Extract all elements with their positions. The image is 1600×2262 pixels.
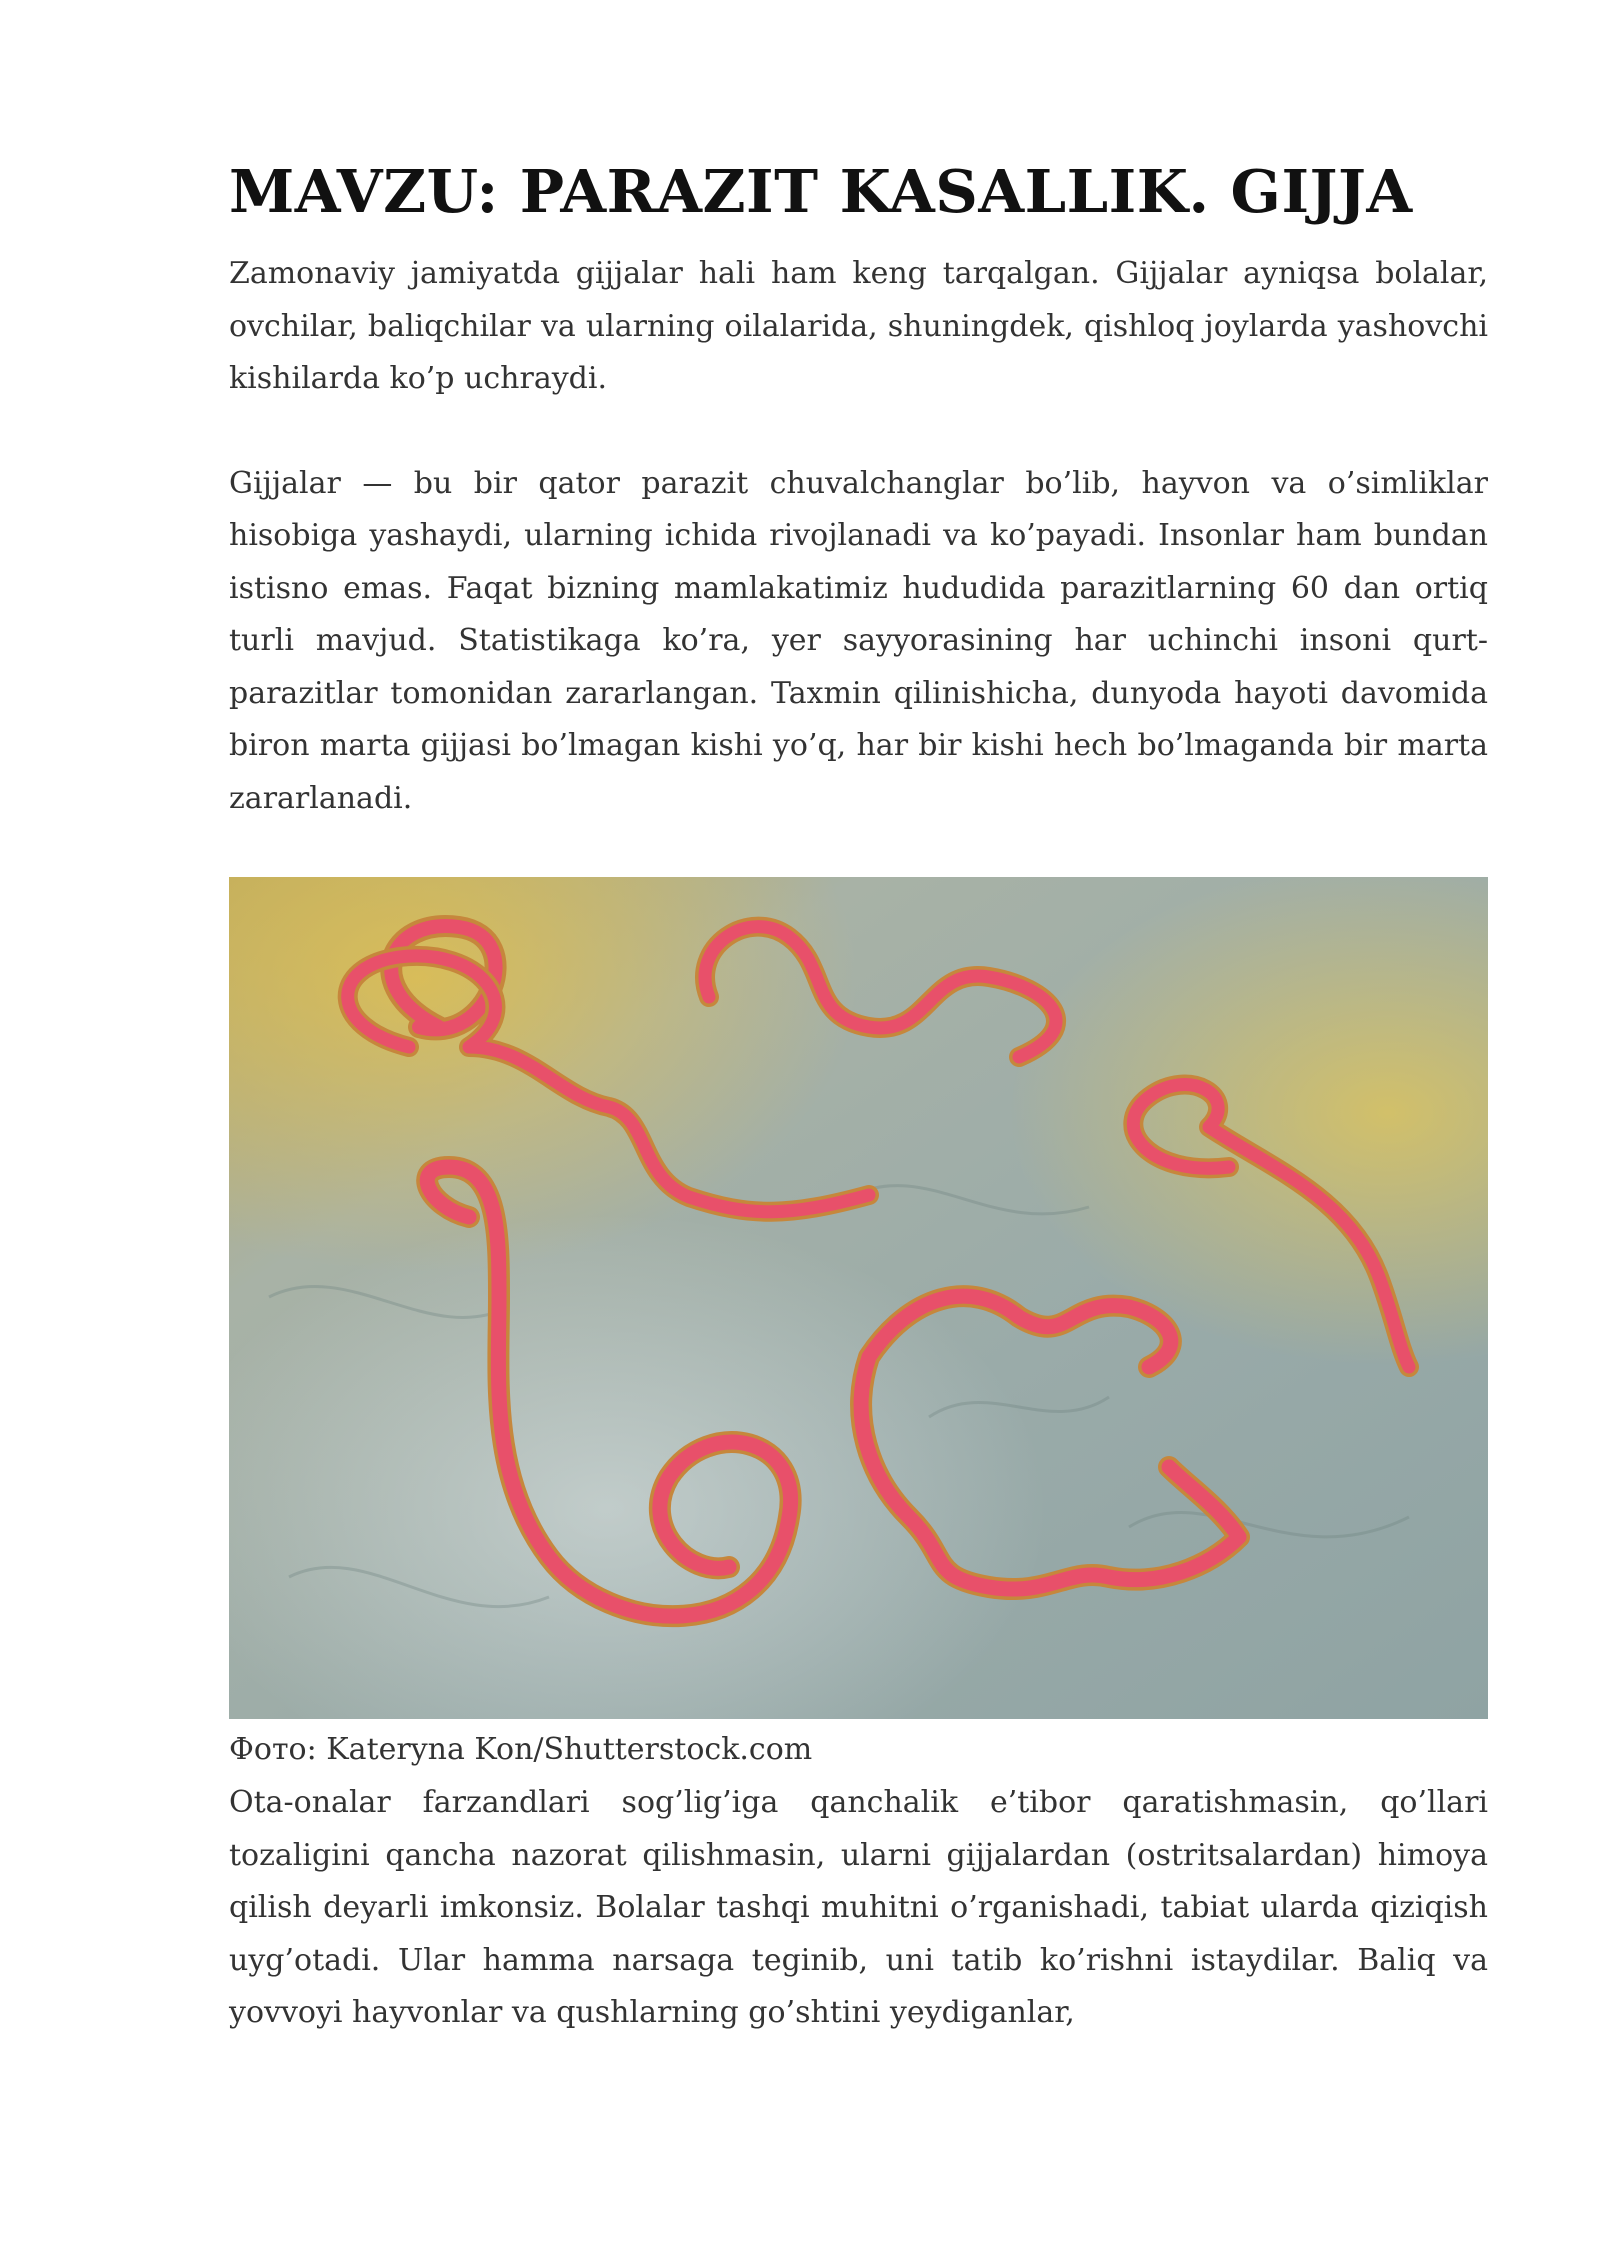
paragraph-intro: Zamonaviy jamiyatda gijjalar hali ham keng tarqalgan. Gijjalar ayniqsa bolalar, ovchilar, baliqchilar va ularning oilalarida, shuningdek, qishloq joylarda yashovchi kishilarda ko’p uchraydi.: [229, 256, 1488, 396]
paragraph-definition: Gijjalar — bu bir qator parazit chuvalchanglar bo’lib, hayvon va o’simliklar hisobiga yashaydi, ularning ichida rivojlanadi va ko’payadi. Insonlar ham bundan istisno emas. Faqat bizning mamlakatimiz hududida parazitlarning 60 dan ortiq turli mavjud. Statistikaga ko’ra, yer sayyorasining har uchinchi insoni qurt-parazitlar tomonidan zararlangan. Taxmin qilinishicha, dunyoda hayoti davomida biron marta gijjasi bo’lmagan kishi yo’q, har bir kishi hech bo’lmaganda bir marta zararlanadi.: [229, 465, 1488, 816]
paragraph-children: Ota-onalar farzandlari sog’lig’iga qanchalik e’tibor qaratishmasin, qo’llari tozaligini qancha nazorat qilishmasin, ularni gijjalardan (ostritsalardan) himoya qilish deyarli imkonsiz. Bolalar tashqi muhitni o’rganishadi, tabiat ularda qiziqish uyg’otadi. Ular hamma narsaga teginib, uni tatib ko’rishni istaydilar. Baliq va yovvoyi hayvonlar va qushlarning go’shtini yeydiganlar,: [229, 1785, 1488, 2030]
article: [229, 150, 1488, 2040]
parasite-worms-photo: [229, 877, 1488, 1719]
worms-illustration: [229, 877, 1488, 1719]
page-title: MAVZU: PARAZIT KASALLIK. GIJJA: [229, 157, 1413, 226]
photo-caption: Фото: Kateryna Kon/Shutterstock.com: [229, 1732, 813, 1767]
